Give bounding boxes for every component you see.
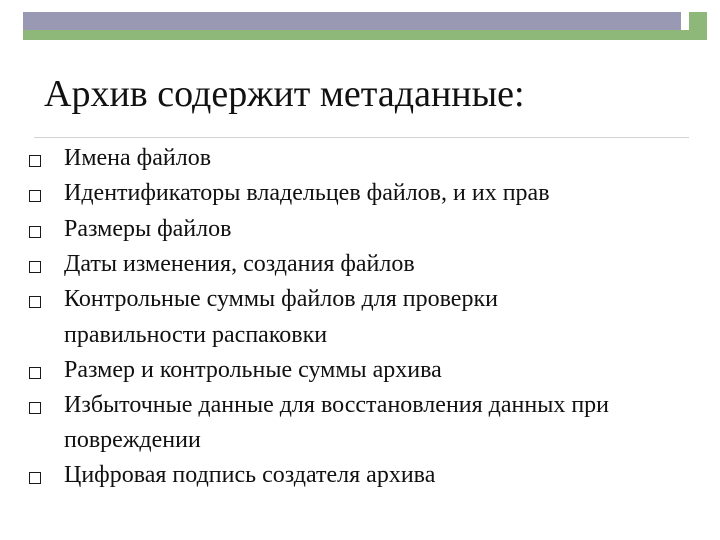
square-bullet-icon xyxy=(29,190,41,202)
header-bar-gray xyxy=(23,12,681,30)
list-item-text: Размер и контрольные суммы архива xyxy=(64,357,442,383)
corner-square-accent xyxy=(689,12,707,30)
slide-title: Архив содержит метаданные: xyxy=(44,73,525,115)
list-item-text: Контрольные суммы файлов для проверки xyxy=(64,286,498,312)
list-item-text: Имена файлов xyxy=(64,145,212,171)
square-bullet-icon xyxy=(29,367,41,379)
square-bullet-icon xyxy=(29,296,41,308)
list-item-text-continued: повреждении xyxy=(64,427,201,453)
square-bullet-icon xyxy=(29,472,41,484)
list-item-text: Даты изменения, создания файлов xyxy=(64,251,415,277)
list-item-text: Цифровая подпись создателя архива xyxy=(64,462,436,488)
list-item-text: Идентификаторы владельцев файлов, и их прав xyxy=(64,180,550,206)
square-bullet-icon xyxy=(29,155,41,167)
square-bullet-icon xyxy=(29,261,41,273)
list-item-text: Избыточные данные для восстановления данных при xyxy=(64,392,610,418)
square-bullet-icon xyxy=(29,226,41,238)
title-divider xyxy=(34,137,689,138)
list-item-text: Размеры файлов xyxy=(64,216,232,242)
list-item-text-continued: правильности распаковки xyxy=(64,322,328,348)
header-bar-green xyxy=(23,30,707,40)
square-bullet-icon xyxy=(29,402,41,414)
